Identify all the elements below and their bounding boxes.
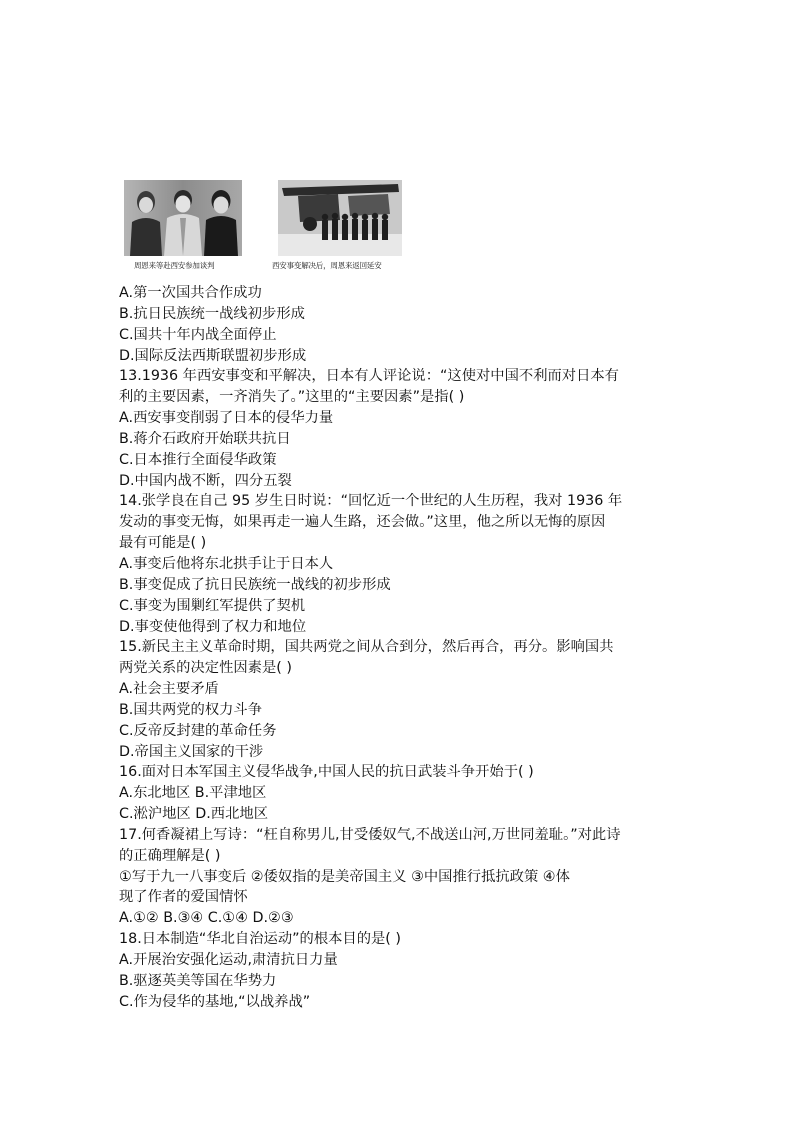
option-line: A.开展治安强化运动,肃清抗日力量 bbox=[119, 952, 338, 968]
option-line: B.国共两党的权力斗争 bbox=[119, 701, 263, 718]
option-line: C.淞沪地区 D.西北地区 bbox=[119, 806, 268, 823]
statement-line: ①写于九一八事变后 ②倭奴指的是美帝国主义 ③中国推行抵抗政策 ④体 bbox=[119, 868, 570, 885]
option-line: A.东北地区 B.平津地区 bbox=[119, 785, 267, 802]
photo-airplane-group bbox=[278, 180, 402, 256]
option-line: D.帝国主义国家的干涉 bbox=[119, 743, 264, 760]
option-line: A.社会主要矛盾 bbox=[119, 681, 219, 698]
option-line: A.①② B.③④ C.①④ D.②③ bbox=[119, 910, 294, 927]
option-line: C.国共十年内战全面停止 bbox=[119, 326, 277, 343]
option-line: B.驱逐英美等国在华势力 bbox=[119, 972, 277, 989]
photo-figures bbox=[122, 180, 412, 280]
statement-line: 现了作者的爱国情怀 bbox=[119, 889, 248, 906]
option-line: A.第一次国共合作成功 bbox=[119, 285, 262, 301]
option-line: C.事变为围剿红军提供了契机 bbox=[119, 597, 306, 614]
figure-negotiation bbox=[124, 180, 242, 271]
option-line: C.反帝反封建的革命任务 bbox=[119, 722, 277, 739]
question-14-line: 发动的事变无悔，如果再走一遍人生路，还会做。”这里，他之所以无悔的原因 bbox=[119, 514, 606, 531]
photo-three-men bbox=[124, 180, 242, 256]
figure-caption: 西安事变解决后，周恩来返回延安 bbox=[272, 261, 382, 270]
question-17-line: 的正确理解是( ) bbox=[119, 847, 221, 864]
option-line: B.抗日民族统一战线初步形成 bbox=[119, 305, 305, 322]
option-line: A.事变后他将东北拱手让于日本人 bbox=[119, 555, 334, 572]
option-line: D.事变使他得到了权力和地位 bbox=[119, 618, 307, 635]
question-18-line: 18.日本制造“华北自治运动”的根本目的是( ) bbox=[119, 931, 401, 948]
option-line: D.中国内战不断，四分五裂 bbox=[119, 472, 292, 489]
question-14-line: 14.张学良在自己 95 岁生日时说：“回忆近一个世纪的人生历程，我对 1936 年 bbox=[119, 493, 623, 510]
question-16-line: 16.面对日本军国主义侵华战争,中国人民的抗日武装斗争开始于( ) bbox=[119, 764, 534, 781]
figure-caption: 周恩来等赴西安参加谈判 bbox=[134, 261, 215, 270]
question-13-line: 利的主要因素，一齐消失了。”这里的“主要因素”是指( ) bbox=[119, 389, 465, 406]
option-line: B.蒋介石政府开始联共抗日 bbox=[119, 430, 291, 447]
question-13-line: 13.1936 年西安事变和平解决，日本有人评论说：“这使对中国不利而对日本有 bbox=[119, 368, 619, 385]
option-line: C.作为侵华的基地,“以战养战” bbox=[119, 993, 311, 1010]
figure-return-yanan bbox=[272, 180, 402, 271]
question-text bbox=[119, 283, 679, 1013]
question-15-line: 15.新民主主义革命时期，国共两党之间从合到分，然后再合，再分。影响国共 bbox=[119, 639, 614, 656]
option-line: C.日本推行全面侵华政策 bbox=[119, 451, 277, 468]
question-15-line: 两党关系的决定性因素是( ) bbox=[119, 660, 292, 677]
question-14-line: 最有可能是( ) bbox=[119, 535, 207, 552]
question-17-line: 17.何香凝裙上写诗：“枉自称男儿,甘受倭奴气,不战送山河,万世同羞耻。”对此诗 bbox=[119, 826, 621, 843]
option-line: A.西安事变削弱了日本的侵华力量 bbox=[119, 410, 334, 427]
option-line: D.国际反法西斯联盟初步形成 bbox=[119, 347, 307, 364]
option-line: B.事变促成了抗日民族统一战线的初步形成 bbox=[119, 576, 391, 593]
